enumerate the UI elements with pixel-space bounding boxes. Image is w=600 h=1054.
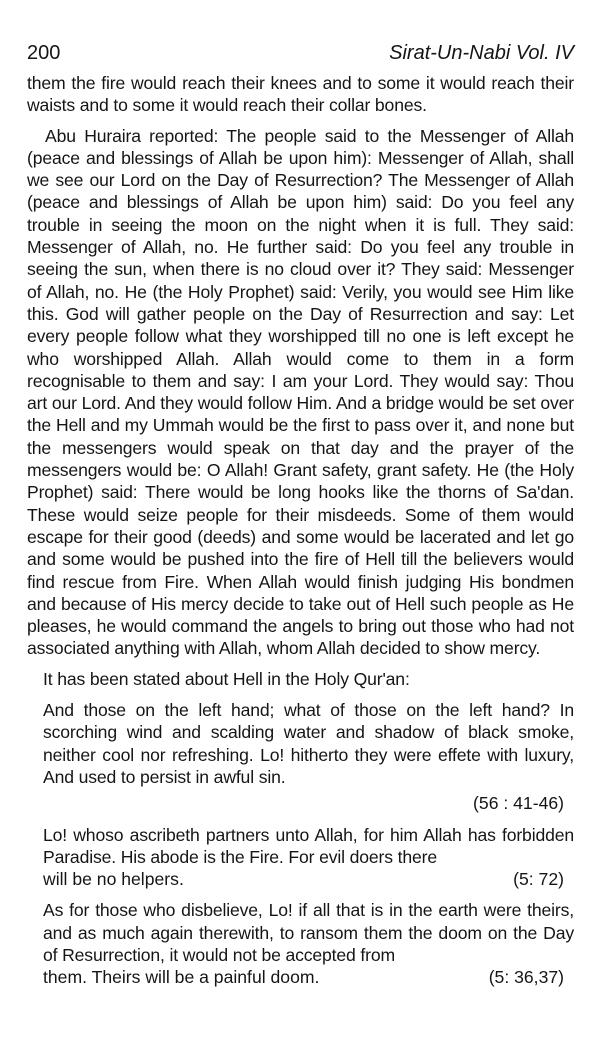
quote-text: And those on the left hand; what of those on the left hand? In scorching wind and scalding water and shadow of black smoke, neither cool nor refreshing. Lo! hitherto they were effete with luxury, And used to persist in awful sin. — [43, 700, 574, 787]
quote-text: As for those who disbelieve, Lo! if all that is in the earth were theirs, and as much again therewith, to ransom them the doom on the Day of Resurrection, it would not be accepted from — [43, 900, 574, 965]
page-number: 200 — [27, 42, 61, 64]
hadith-paragraph: Abu Huraira reported: The people said to the Messenger of Allah (peace and blessings of Allah be upon him): Messenger of Allah, shall we see our Lord on the Day of Resurrection? The Messenger of Allah (peace and blessings of Allah be upon him) said: Do you feel any trouble in seeing the moon on the night when it is full. They said: Messenger of Allah, no. He further said: Do you feel any trouble in seeing the sun, when there is no cloud over it? They said: Messenger of Allah, no. He (the Holy Prophet) said: Verily, you would see Him like this. God will gather people on the Day of Resurrection and say: Let every people follow what they worshipped till no one is left except he who worshipped Allah. Allah would come to them in a form recognisable to them and say: I am your Lord. They would say: Thou art our Lord. And they would follow Him. And a bridge would be set over the Hell and my Ummah would be the first to pass over it, and none but the messengers would speak on that day and the prayer of the messengers would be: O Allah! Grant safety, grant safety. He (the Holy Prophet) said: There would be long hooks like the thorns of Sa'dan. These would seize people for their misdeeds. Some of them would escape for their good (deeds) and some would be lacerated and let go and some would be pushed into the fire of Hell till the believers would find rescue from Fire. When Allah would finish judging His bondmen and because of His mercy decide to take out of Hell such people as He pleases, he would command the angels to bring out those who had not associated anything with Allah, whom Allah decided to show mercy. — [27, 125, 574, 659]
quote-last-line — [43, 868, 574, 890]
quran-intro-line: It has been stated about Hell in the Holy Qur'an: — [43, 668, 410, 689]
quran-quote-2 — [27, 824, 574, 891]
quote-text-end: them. Theirs will be a painful doom. — [43, 967, 320, 988]
quote-reference: (5: 36,37) — [488, 967, 564, 988]
continuation-paragraph: them the fire would reach their knees and to some it would reach their waists and to some it would reach their collar bones. — [27, 73, 574, 116]
quote-last-line — [43, 966, 574, 988]
quote-reference: (5: 72) — [513, 869, 564, 890]
quote-reference: (56 : 41-46) — [473, 793, 564, 814]
running-header — [27, 40, 574, 70]
quote-text-end: will be no helpers. — [43, 869, 184, 890]
book-page — [27, 40, 574, 989]
quran-quote-1 — [27, 699, 574, 814]
running-title: Sirat-Un-Nabi Vol. IV — [389, 42, 574, 64]
quran-quote-3 — [27, 899, 574, 988]
quote-text: Lo! whoso ascribeth partners unto Allah, for him Allah has forbidden Paradise. His abode is the Fire. For evil doers there — [43, 824, 574, 867]
